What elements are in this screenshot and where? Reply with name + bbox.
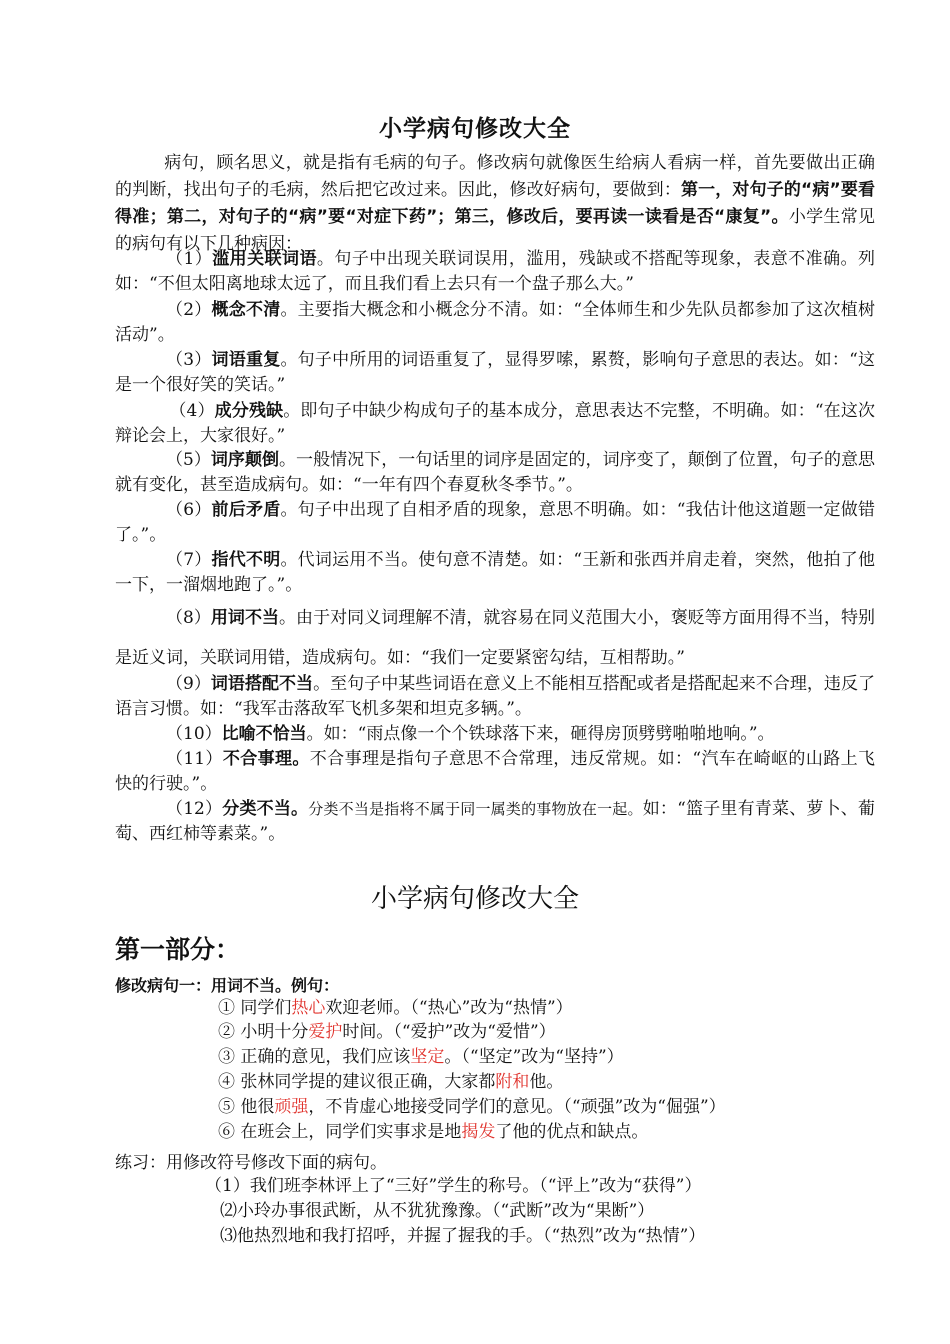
cause-head: 滥用关联词语 (212, 249, 317, 269)
cause-text: 。句子中出现了自相矛盾的现象，意思不明确。如：“我估计他这道题一定做错了。”。 (115, 500, 875, 545)
example-text: 时间。（“爱护”改为“爱惜”） (342, 1022, 556, 1042)
cause-num: （9） (166, 674, 211, 694)
example-3 (218, 1045, 624, 1069)
cause-head: 不合事理。 (222, 749, 310, 769)
cause-head: 词序颠倒 (210, 450, 280, 470)
example-4 (218, 1070, 563, 1094)
cause-text: 。一般情况下，一句话里的词序是固定的，词序变了，颠倒了位置，句子的意思就有变化，甚至造成病句。如：“一年有四个春夏秋冬季节。”。 (115, 450, 876, 495)
intro-tail: 小学生常见的病句有以下几种病因： (115, 207, 875, 254)
example-text: 了他的优点和缺点。 (495, 1122, 649, 1142)
highlight-word: 顽强 (274, 1097, 309, 1117)
cause-item-10 (115, 722, 875, 747)
highlight-word: 附和 (495, 1072, 530, 1092)
cause-num: （12） (166, 799, 223, 819)
cause-text-small: 分类不当是指将不属于同一属类的事物放在一起。 (308, 800, 643, 818)
cause-item-7 (115, 548, 875, 597)
cause-head: 指代不明 (211, 550, 281, 570)
cause-num: （7） (166, 550, 212, 570)
cause-text: 。主要指大概念和小概念分不清。如：“全体师生和少先队员都参加了这次植树活动”。 (115, 300, 875, 345)
cause-text: 。代词运用不当。使句意不清楚。如：“王新和张西并肩走着，突然，他拍了他一下，一溜烟地跑了。”。 (115, 550, 875, 595)
example-text: ③ 正确的意见，我们应该 (218, 1047, 411, 1067)
example-text: ，不肯虚心地接受同学们的意见。（“顽强”改为“倔强”） (308, 1097, 726, 1117)
practice-item-2: ⑵小玲办事很武断，从不犹犹豫豫。（“武断”改为“果断”） (220, 1201, 655, 1221)
cause-num: （4） (169, 401, 215, 421)
example-text: 他。 (529, 1072, 564, 1092)
cause-text: 。至句子中某些词语在意义上不能相互搭配或者是搭配起来不合理，违反了语言习惯。如：“我军击落敌军飞机多架和坦克多辆。”。 (115, 674, 875, 719)
intro-bold: 第一，对句子的“病”要看得准；第二，对句子的“病”要“对症下药”；第三，修改后，要再读一读看是否“康复”。 (115, 180, 875, 227)
example-5 (218, 1095, 726, 1119)
cause-item-6 (115, 498, 875, 547)
cause-text: 。即句子中缺少构成句子的基本成分，意思表达不完整，不明确。如：“在这次辩论会上，大家很好。” (115, 401, 875, 446)
highlight-word: 揭发 (461, 1122, 496, 1142)
example-text: ② 小明十分 (218, 1022, 309, 1042)
cause-text: 。句子中所用的词语重复了，显得罗嗦，累赘，影响句子意思的表达。如：“这是一个很好笑的笑话。” (115, 350, 875, 395)
cause-head: 比喻不恰当 (221, 724, 307, 744)
cause-num: （1） (166, 249, 213, 269)
cause-head: 用词不当 (210, 608, 280, 628)
cause-item-8 (115, 598, 875, 678)
example-text: ① 同学们 (218, 998, 292, 1018)
practice-heading: 练习：用修改符号修改下面的病句。 (115, 1153, 387, 1173)
cause-text: 。如：“雨点像一个个铁球落下来，砸得房顶劈劈啪啪地响。”。 (306, 724, 775, 744)
cause-num: （2） (166, 300, 212, 320)
highlight-word: 热心 (291, 998, 326, 1018)
cause-head: 概念不清 (211, 300, 281, 320)
cause-item-4 (115, 399, 875, 448)
practice-item-3: ⑶他热烈地和我打招呼，并握了握我的手。（“热烈”改为“热情”） (220, 1226, 706, 1246)
cause-num: （8） (166, 608, 211, 628)
cause-num: （11） (166, 749, 223, 769)
cause-head: 成分残缺 (214, 401, 284, 421)
cause-text: 。句子中出现关联词误用，滥用，残缺或不搭配等现象，表意不准确。列如：“不但太阳离地球太远了，而且我们看上去只有一个盘子那么大。” (115, 249, 876, 294)
example-1 (218, 996, 573, 1020)
cause-item-1 (115, 247, 875, 296)
cause-head: 词语重复 (211, 350, 281, 370)
cause-item-9 (115, 672, 875, 721)
section-heading: 修改病句一：用词不当。例句： (115, 976, 340, 995)
document-title: 小学病句修改大全 (379, 116, 571, 142)
cause-text: 如：“篮子里有青菜、萝卜、葡萄、西红柿等素菜。”。 (115, 799, 876, 844)
cause-item-2 (115, 298, 875, 347)
cause-item-11 (115, 747, 875, 796)
highlight-word: 坚定 (410, 1047, 445, 1067)
intro-lead: 病句，顾名思义，就是指有毛病的句子。修改病句就像医生给病人看病一样，首先要做出正确的判断，找出句子的毛病，然后把它改过来。因此，修改好病句，要做到： (115, 153, 875, 200)
example-text: 。（“坚定”改为“坚持”） (444, 1047, 624, 1067)
cause-num: （6） (166, 500, 212, 520)
example-6 (218, 1120, 648, 1144)
cause-num: （10） (166, 724, 222, 744)
example-2 (218, 1020, 556, 1044)
cause-head: 分类不当。 (222, 799, 309, 819)
cause-item-3 (115, 348, 875, 397)
part-heading: 第一部分： (115, 935, 241, 964)
example-text: ④ 张林同学提的建议很正确，大家都 (218, 1072, 496, 1092)
cause-text: 。由于对同义词理解不清，就容易在同义范围大小，褒贬等方面用得不当，特别是近义词，关联词用错，造成病句。如：“我们一定要紧密勾结，互相帮助。” (115, 608, 876, 668)
cause-text: 不合事理是指句子意思不合常理，违反常规。如：“汽车在崎岖的山路上飞快的行驶。”。 (115, 749, 875, 794)
example-text: ⑥ 在班会上，同学们实事求是地 (218, 1122, 462, 1142)
second-title: 小学病句修改大全 (370, 884, 579, 914)
cause-num: （5） (166, 450, 211, 470)
highlight-word: 爱护 (308, 1022, 343, 1042)
cause-head: 词语搭配不当 (210, 674, 314, 694)
cause-item-12 (115, 797, 875, 846)
intro-paragraph (115, 150, 875, 258)
example-text: ⑤ 他很 (218, 1097, 275, 1117)
example-text: 欢迎老师。（“热心”改为“热情”） (325, 998, 573, 1018)
practice-item-1: （1）我们班李林评上了“三好”学生的称号。（“评上”改为“获得”） (205, 1176, 702, 1196)
cause-num: （3） (166, 350, 212, 370)
cause-item-5 (115, 448, 875, 497)
cause-head: 前后矛盾 (211, 500, 281, 520)
